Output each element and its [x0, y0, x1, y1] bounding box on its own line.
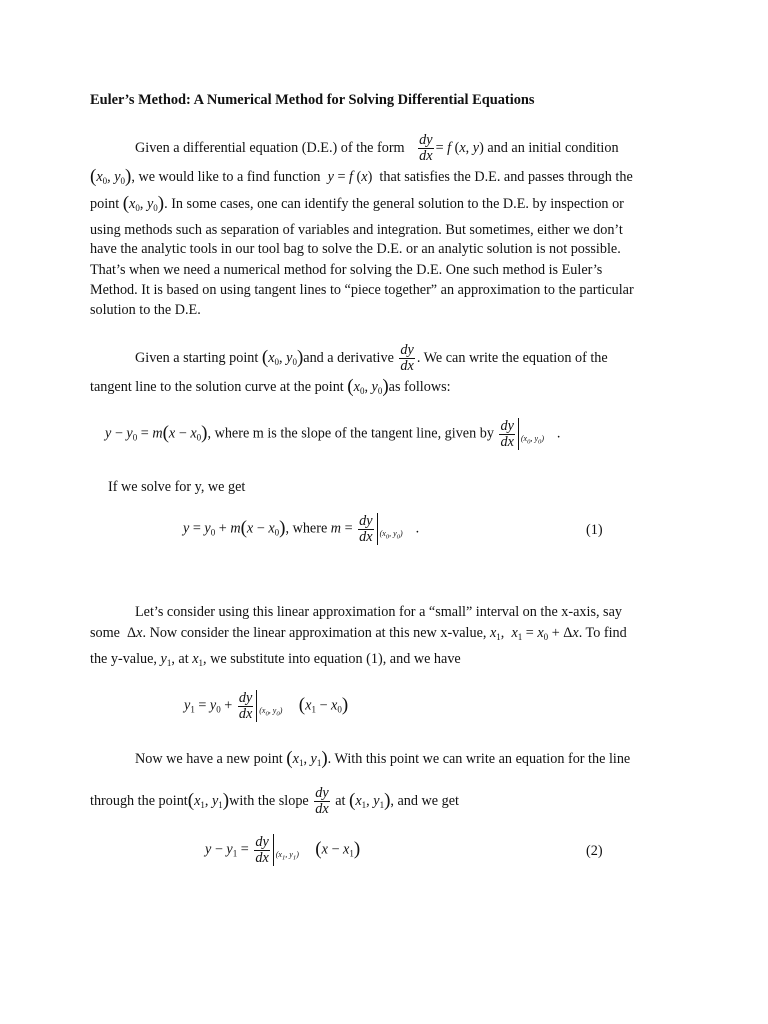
p1-line4: using methods such as separation of variables and integration. But sometimes, either we don’t — [90, 222, 623, 238]
equation-1: $y = y_0 + m(x - x_0)$, where m = $\frac{dy}{dx}$ ($x_0$, $y_0$) . — [183, 512, 420, 545]
p3-line2: some Δx. Now consider the linear approximation at this new x-value, $x_1$, $x_1 = x_0 + \Delta x$. To find — [90, 625, 627, 642]
p1-line5: have the analytic tools in our tool bag to solve the D.E. or an analytic solution is not possible. — [90, 241, 621, 257]
p4-line2: through the $point(x_1$, $y_1)with$ the slope $\frac{dy}{dx}$ at ($x_1$, $y_1$), and we get — [90, 785, 459, 817]
evaluation-bar: ($x_0$, $y_0$) — [377, 513, 416, 545]
evaluation-bar: ($x_0$, $y_0$) — [518, 418, 557, 450]
p1-line8: solution to the D.E. — [90, 302, 201, 318]
p2-line1: Given a starting point ($x_0$, $y_0)and$ a derivative $\frac{dy}{dx}$ . We can write the equation of the — [135, 342, 608, 374]
equation-number-2: (2) — [586, 843, 603, 859]
p1-line2: ($x_0$, $y_0$), we would like to a find function y = f (x) that satisfies the D.E. and passes through the — [90, 166, 633, 187]
p2-line3: If we solve for y, we get — [108, 479, 246, 495]
evaluation-bar: ($x_1$, $y_1$) — [273, 834, 312, 866]
p1-line6: That’s when we need a numerical method for solving the D.E. One such method is Euler’s — [90, 262, 603, 278]
equation-2: $y - y_1$ = $\frac{dy}{dx}$ ($x_1$, $y_1$) $(x - x_1)$ — [205, 833, 361, 866]
p2-line2: tangent line to the solution curve at the point ($x_0$, $y_0)as$ follows: — [90, 376, 451, 397]
dydx-fraction: $\frac{dy}{dx}$ — [419, 132, 433, 164]
dydx-fraction: $\frac{dy}{dx}$ — [255, 833, 269, 866]
equation-number-1: (1) — [586, 522, 603, 538]
y1-equation: $y_1 = y_0$ + $\frac{dy}{dx}$ ($x_0$, $y_0$) $(x_1 - x_0)$ — [184, 689, 349, 722]
dydx-fraction: $\frac{dy}{dx}$ — [238, 689, 253, 722]
p1-line3: point ($x_0$, $y_0$). In some cases, one can identify the general solution to the D.E. by inspection or — [90, 193, 624, 214]
dydx-fraction: $\frac{dy}{dx}$ — [400, 342, 414, 374]
dydx-fraction: $\frac{dy}{dx}$ — [315, 785, 329, 817]
p3-line1: Let’s consider using this linear approximation for a “small” interval on the x-axis, say — [135, 604, 622, 620]
dydx-fraction: $\frac{dy}{dx}$ — [500, 417, 514, 450]
tangent-line-equation: $y - y_0 = m(x - x_0)$, where m is the slope of the tangent line, given by $\frac{dy}{dx}$ ($x_0$, $y_0$) . — [105, 417, 561, 450]
p3-line3: the y-value, $y_1$, at $x_1$, we substitute into equation (1), and we have — [90, 651, 461, 668]
p1-line7: Method. It is based on using tangent lines to “piece together” an approximation to the particular — [90, 282, 634, 298]
evaluation-bar: ($x_0$, $y_0$) — [256, 690, 295, 722]
p1-line1: Given a differential equation (D.E.) of the form $\frac{dy}{dx}$ = f (x, y) and an initial condition — [135, 132, 619, 164]
dydx-fraction: $\frac{dy}{dx}$ — [359, 512, 373, 545]
p4-line1: Now we have a new point ($x_1$, $y_1$). With this point we can write an equation for the line — [135, 748, 631, 769]
page-title: Euler’s Method: A Numerical Method for Solving Differential Equations — [90, 92, 535, 108]
